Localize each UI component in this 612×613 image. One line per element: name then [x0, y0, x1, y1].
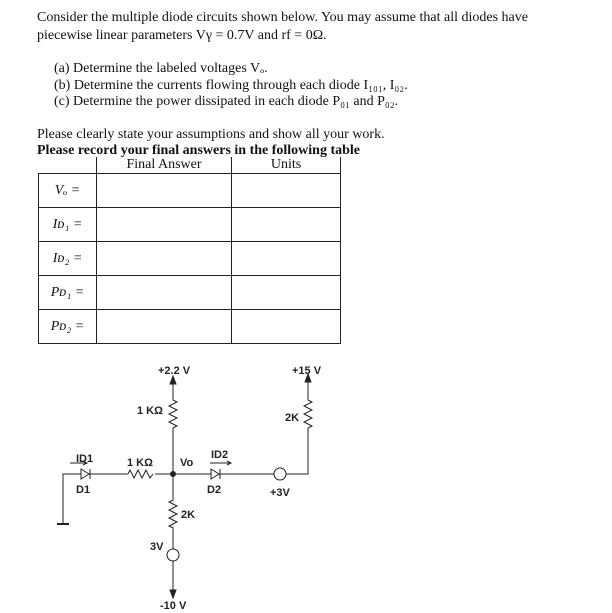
arrow-up-icon	[170, 374, 311, 384]
label-d1: D1	[76, 484, 91, 496]
row-label-pd1: Pᴅ₁ =	[39, 276, 97, 310]
label-v-top: +2.2 V	[158, 365, 191, 377]
diode-d2	[211, 469, 220, 479]
label-r-right: 2K	[285, 412, 300, 424]
instructions-line-2: Please record your final answers in the following table	[37, 143, 361, 158]
label-v-right: +15 V	[292, 365, 322, 377]
intro-line-1: Consider the multiple diode circuits shown below. You may assume that all diodes have	[37, 10, 528, 25]
label-node-vo: Vo	[180, 457, 194, 469]
label-id1: ID1	[76, 453, 94, 465]
label-v-bottom: -10 V	[160, 600, 187, 612]
label-src-right: +3V	[270, 487, 290, 499]
row-label-id1: Iᴅ₁ =	[39, 208, 97, 242]
header-units: Units	[232, 157, 341, 174]
label-r-bottom: 2K	[181, 509, 196, 521]
part-a: (a) Determine the labeled voltages Vₒ.	[54, 61, 268, 76]
arrow-down-icon	[170, 590, 176, 598]
diode-d1	[81, 469, 90, 479]
row-label-id2: Iᴅ₂ =	[39, 242, 97, 276]
dc-source-bottom	[167, 549, 179, 561]
label-r-top: 1 KΩ	[137, 405, 163, 417]
label-r-left: 1 KΩ	[127, 457, 153, 469]
intro-line-2: piecewise linear parameters Vγ = 0.7V and rf = 0Ω.	[37, 28, 327, 43]
row-label-pd2: Pᴅ₂ =	[39, 310, 97, 344]
resistor-top	[169, 400, 177, 428]
node-vo	[171, 472, 176, 477]
dc-source-right	[274, 468, 286, 480]
label-id2: ID2	[211, 449, 229, 461]
row-label-vo: Vₒ =	[39, 174, 97, 208]
header-final-answer: Final Answer	[97, 157, 232, 174]
instructions-line-1: Please clearly state your assumptions and show all your work.	[37, 127, 385, 142]
part-c: (c) Determine the power dissipated in each diode P₀₁ and P₀₂.	[54, 94, 399, 109]
label-d2: D2	[207, 484, 222, 496]
resistor-right	[304, 400, 312, 428]
current-arrow-id2	[210, 461, 231, 465]
label-src-bottom: 3V	[150, 541, 164, 553]
part-b: (b) Determine the currents flowing through each diode I₁₀₁, I₀₂.	[54, 78, 408, 93]
